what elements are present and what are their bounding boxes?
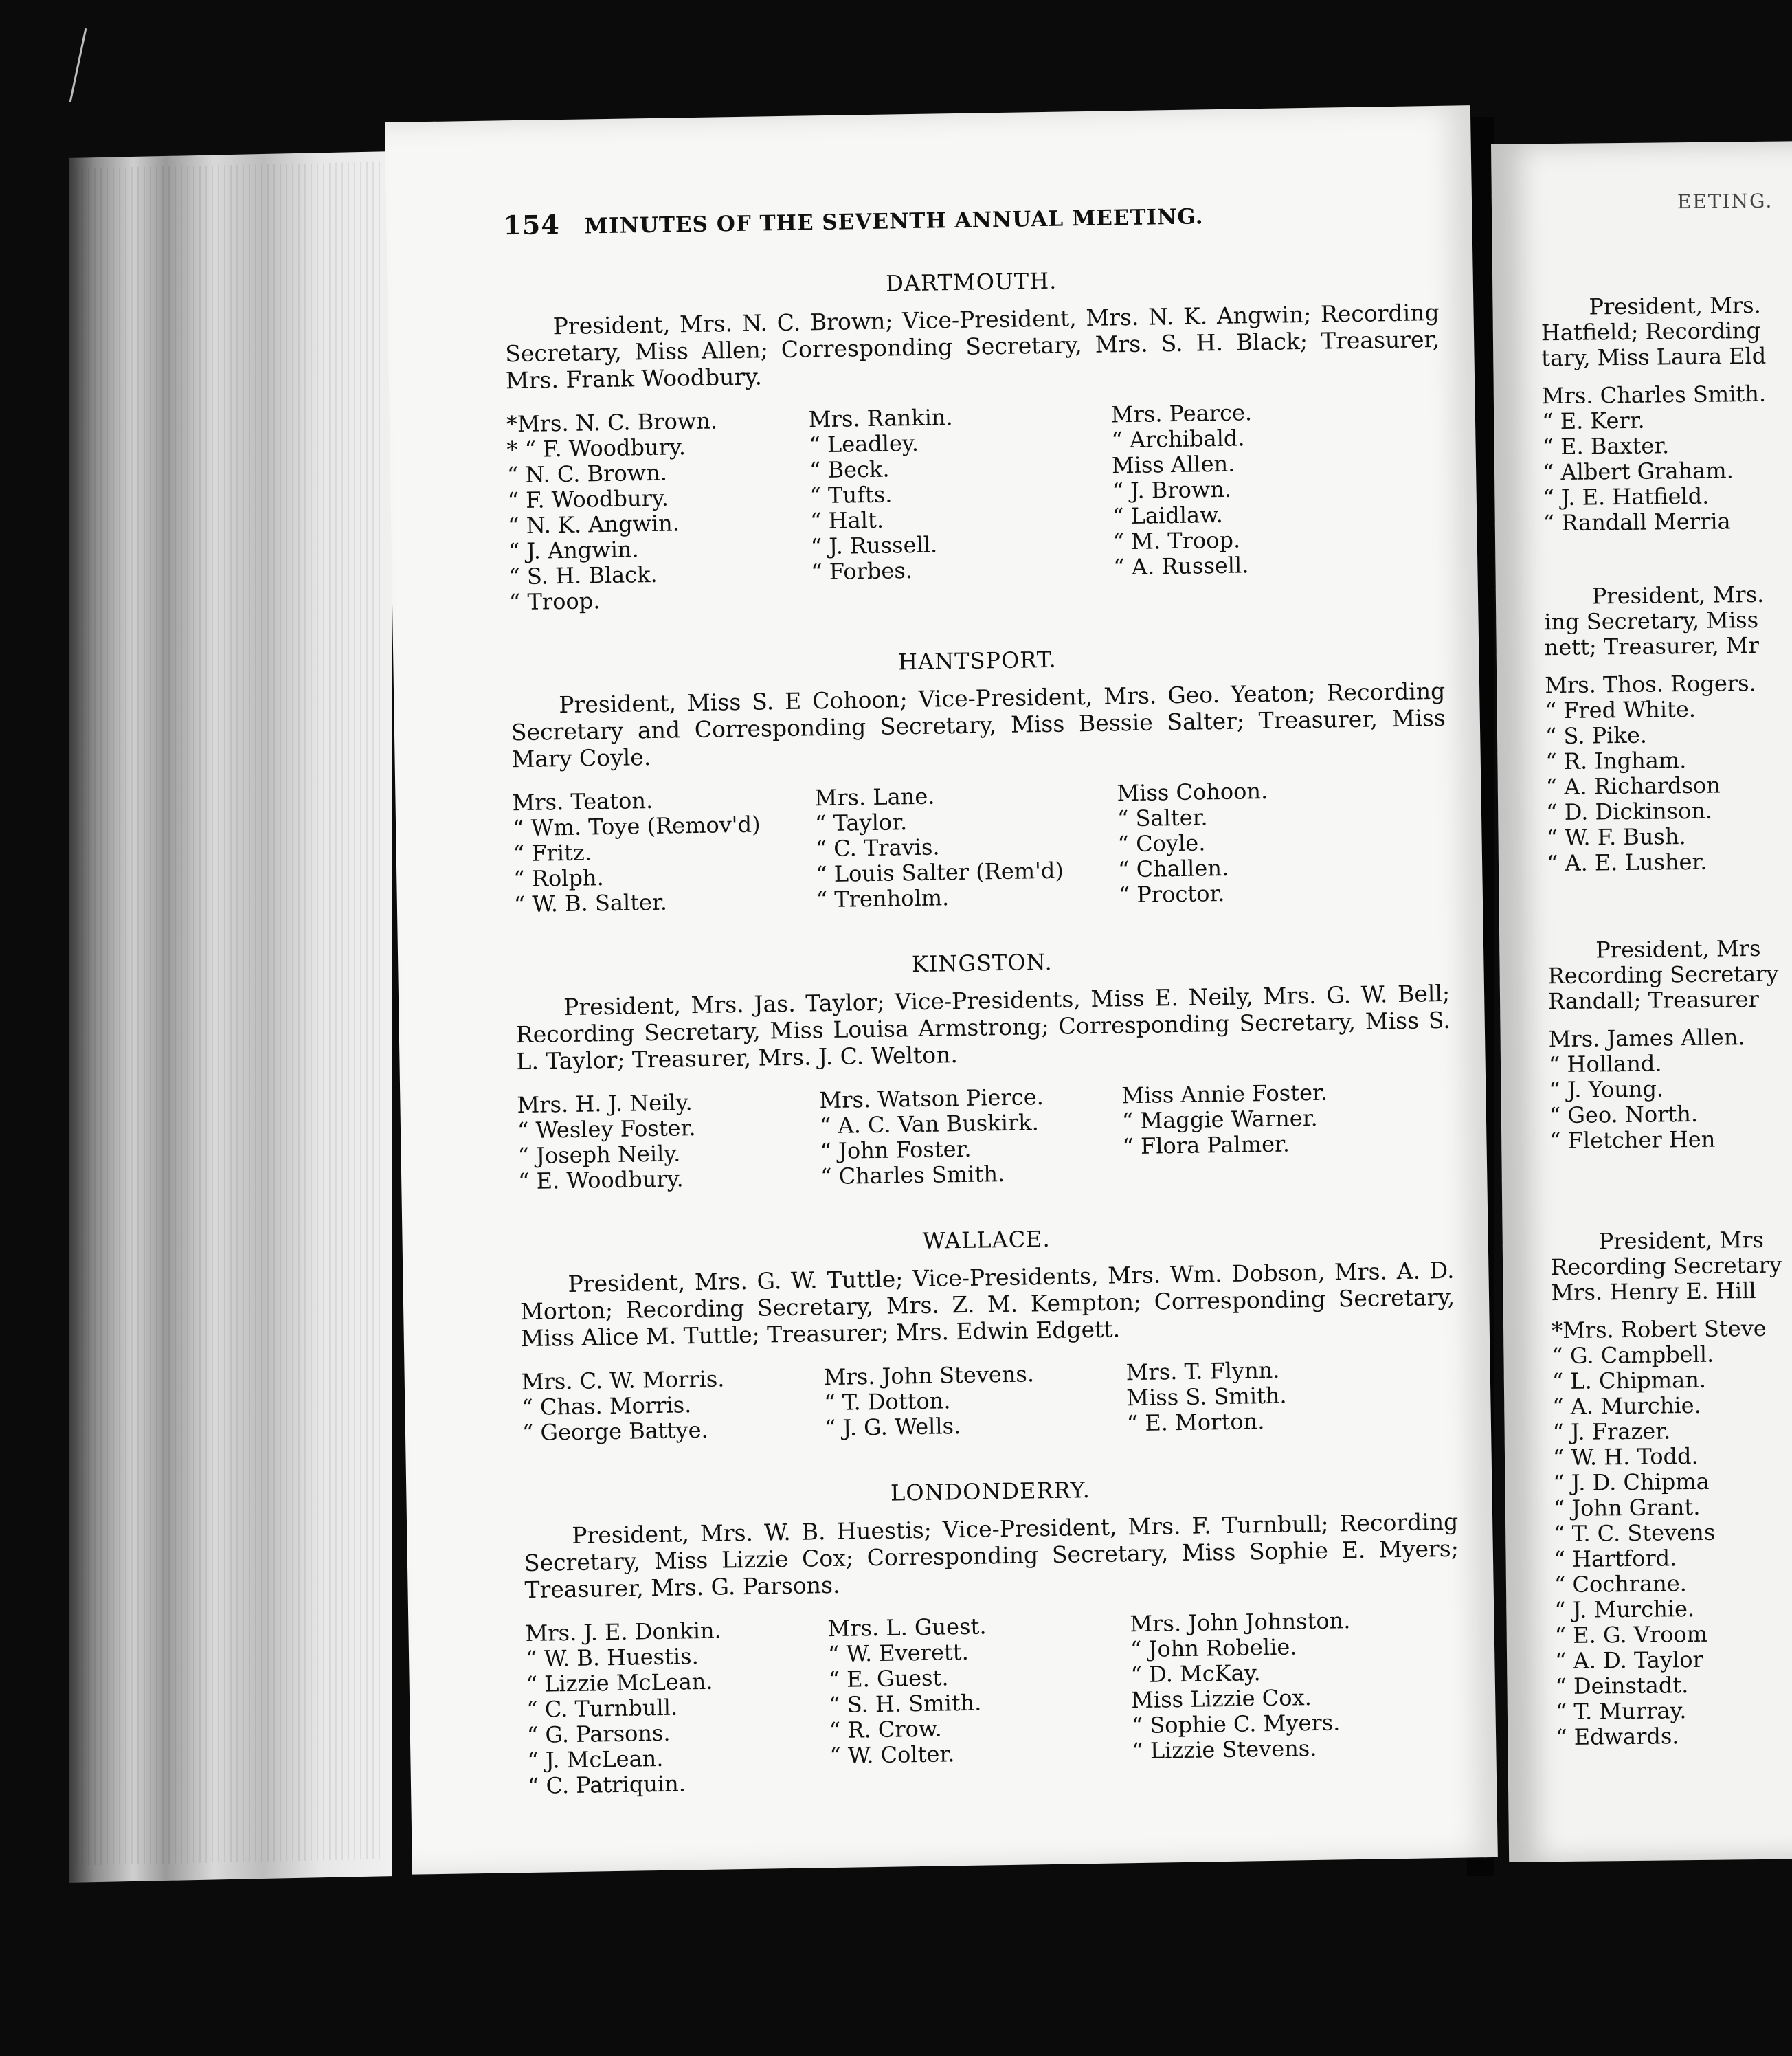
member-name: “ Fletcher Hen — [1549, 1126, 1716, 1154]
member-name: “ Sophie C. Myers. — [1131, 1709, 1341, 1739]
member-name: “ G. Campbell. — [1552, 1341, 1714, 1370]
member-name: “ J. E. Hatfield. — [1543, 482, 1710, 511]
member-column — [814, 781, 1119, 913]
running-head — [503, 195, 1438, 241]
right-officers-line: President, Mrs. — [1589, 291, 1761, 320]
member-column — [823, 1360, 1127, 1441]
member-name: “ J. Brown. — [1112, 476, 1232, 504]
right-officers-line: President, Mrs. — [1591, 581, 1765, 610]
member-name: “ J. McLean. — [527, 1745, 664, 1774]
right-officers-line: tary, Miss Laura Eld — [1541, 342, 1767, 372]
member-name: Mrs. Lane. — [814, 783, 935, 812]
member-name: “ Laidlaw. — [1112, 501, 1224, 530]
member-name: “ J. Young. — [1549, 1075, 1664, 1104]
member-name: Mrs. Watson Pierce. — [819, 1084, 1044, 1114]
section-town-heading: DARTMOUTH. — [885, 267, 1057, 297]
member-name: “ C. Turnbull. — [526, 1694, 678, 1723]
member-name: Mrs. J. E. Donkin. — [525, 1617, 721, 1647]
member-name: “ Charles Smith. — [820, 1161, 1005, 1190]
member-column — [819, 1083, 1123, 1189]
member-name: “ Hartford. — [1554, 1545, 1677, 1573]
member-name: “ Halt. — [809, 506, 884, 535]
right-officers-line: President, Mrs — [1598, 1226, 1765, 1255]
member-column — [809, 402, 1115, 610]
member-name: “ Fritz. — [513, 839, 592, 867]
right-section — [1544, 581, 1792, 876]
member-name: “ Joseph Neily. — [517, 1140, 681, 1170]
member-name: * “ F. Woodbury. — [506, 434, 686, 463]
member-name: “ Archibald. — [1111, 425, 1245, 454]
right-officers-line: Hatfield; Recording — [1541, 317, 1761, 346]
member-name: “ T. Murray. — [1555, 1697, 1687, 1725]
member-name: Miss Lizzie Cox. — [1130, 1684, 1312, 1714]
left-page-content — [503, 195, 1462, 1799]
member-name: “ A. Richardson — [1545, 772, 1721, 801]
right-section — [1551, 1227, 1792, 1750]
member-name: Mrs. James Allen. — [1548, 1024, 1745, 1053]
section-town-heading: HANTSPORT. — [897, 646, 1057, 675]
section-officers: President, Mrs. Jas. Taylor; Vice-Presidents, Miss E. Neily, Mrs. G. W. Bell; Recording Secretary, Miss Louisa Armstrong; Corresponding Secretary, Miss S. L. Taylor; Treasurer, Mrs. J. C. Welton. — [515, 979, 1451, 1075]
section-town-heading: LONDONDERRY. — [890, 1477, 1091, 1506]
member-name: “ Coyle. — [1117, 829, 1206, 858]
member-name: Mrs. Pearce. — [1110, 399, 1253, 428]
member-name: Mrs. L. Guest. — [827, 1613, 987, 1642]
member-name: “ J. Russell. — [810, 531, 938, 560]
section-officers: President, Mrs. W. B. Huestis; Vice-President, Mrs. F. Turnbull; Recording Secretary, Miss Lizzie Cox; Corresponding Secretary, Miss Sophie E. Myers; Treasurer, Mrs. G. Parsons. — [524, 1508, 1459, 1604]
member-name: “ Holland. — [1548, 1050, 1662, 1078]
right-officers-line: Recording Secretary — [1547, 960, 1779, 990]
member-name: Mrs. John Johnston. — [1130, 1607, 1351, 1638]
member-name: “ G. Parsons. — [526, 1719, 671, 1749]
member-name: Mrs. H. J. Neily. — [517, 1089, 693, 1119]
member-name: “ J. G. Wells. — [824, 1413, 961, 1442]
member-name: “ W. H. Todd. — [1552, 1442, 1699, 1471]
member-column — [1117, 776, 1407, 908]
member-name: “ E. G. Vroom — [1554, 1620, 1708, 1649]
member-name: “ S. H. Smith. — [828, 1689, 982, 1719]
member-name: “ Trenholm. — [816, 884, 950, 913]
right-running-head: EETING. — [1677, 189, 1773, 214]
section-town-heading: KINGSTON. — [911, 948, 1053, 978]
member-column — [827, 1611, 1132, 1794]
member-name: “ A. D. Taylor — [1554, 1646, 1703, 1675]
member-columns — [512, 776, 1448, 917]
member-name: *Mrs. N. C. Brown. — [506, 407, 718, 438]
member-column — [1121, 1079, 1411, 1185]
member-name: Miss Annie Foster. — [1121, 1079, 1328, 1109]
member-name: “ W. B. Salter. — [513, 889, 668, 918]
right-member-list — [1548, 1024, 1792, 1154]
member-name: Mrs. Charles Smith. — [1541, 380, 1767, 410]
right-page — [1491, 141, 1792, 1862]
member-name: “ Cochrane. — [1554, 1570, 1688, 1598]
member-name: “ C. Travis. — [815, 834, 940, 862]
member-name: “ E. Woodbury. — [517, 1165, 684, 1195]
member-column — [1125, 1356, 1415, 1437]
member-name: “ F. Woodbury. — [507, 484, 669, 514]
member-name: “ Challen. — [1117, 854, 1229, 883]
member-name: “ Lizzie Stevens. — [1132, 1734, 1317, 1765]
member-columns — [517, 1078, 1453, 1194]
member-name: “ Maggie Warner. — [1121, 1104, 1318, 1135]
member-name: “ A. Russell. — [1113, 552, 1249, 581]
member-columns — [522, 1355, 1457, 1446]
member-name: “ Wesley Foster. — [517, 1115, 696, 1144]
member-name: Mrs. Rankin. — [808, 404, 953, 433]
member-column — [506, 407, 812, 615]
member-name: “ Chas. Morris. — [522, 1392, 692, 1421]
member-name: “ S. Pike. — [1545, 722, 1648, 750]
member-name: “ W. Colter. — [829, 1741, 955, 1769]
member-name: “ Wm. Toye (Remov'd) — [512, 811, 761, 842]
member-name: “ Flora Palmer. — [1122, 1130, 1290, 1160]
member-name: “ A. E. Lusher. — [1546, 848, 1707, 877]
member-name: “ Louis Salter (Rem'd) — [815, 857, 1064, 888]
member-name: Mrs. Teaton. — [512, 787, 653, 816]
right-member-list — [1542, 381, 1792, 536]
member-name: “ Forbes. — [811, 557, 913, 585]
member-name: “ E. Guest. — [828, 1664, 949, 1693]
section-officers: President, Miss S. E Cohoon; Vice-President, Mrs. Geo. Yeaton; Recording Secretary and Corresponding Secretary, Miss Bessie Salter; Treasurer, Miss Mary Coyle. — [511, 677, 1446, 773]
member-name: “ W. F. Bush. — [1546, 823, 1686, 851]
member-name: “ Rolph. — [513, 864, 604, 893]
member-name: Miss Cohoon. — [1117, 777, 1268, 807]
member-name: “ Salter. — [1117, 804, 1208, 832]
right-officers-line: nett; Treasurer, Mr — [1544, 632, 1760, 661]
right-officers-line: Recording Secretary — [1550, 1251, 1782, 1281]
member-name: “ John Foster. — [820, 1135, 972, 1165]
member-columns — [506, 397, 1444, 615]
member-name: Miss Allen. — [1111, 450, 1235, 479]
right-section — [1541, 292, 1792, 536]
left-page — [385, 105, 1498, 1875]
right-section — [1547, 935, 1792, 1154]
right-officers-line: Mrs. Henry E. Hill — [1551, 1277, 1756, 1306]
member-name: “ A. C. Van Buskirk. — [819, 1109, 1040, 1139]
member-column — [512, 785, 816, 917]
member-columns — [525, 1607, 1462, 1799]
member-name: “ Randall Merria — [1543, 508, 1731, 537]
member-name: “ W. B. Huestis. — [525, 1643, 699, 1673]
section-officers: President, Mrs. N. C. Brown; Vice-President, Mrs. N. K. Angwin; Recording Secretary, Miss Allen; Corresponding Secretary, Mrs. S. H. Black; Treasurer, Mrs. Frank Woodbury. — [505, 298, 1440, 394]
member-name: “ M. Troop. — [1112, 526, 1241, 555]
member-column — [517, 1088, 820, 1194]
member-name: “ L. Chipman. — [1552, 1366, 1707, 1395]
member-name: Mrs. T. Flynn. — [1125, 1356, 1280, 1386]
member-column — [1130, 1607, 1421, 1790]
member-name: “ Tufts. — [809, 481, 893, 509]
section-officers: President, Mrs. G. W. Tuttle; Vice-Presidents, Mrs. Wm. Dobson, Mrs. A. D. Morton; Recording Secretary, Mrs. Z. M. Kempton; Corresponding Secretary, Miss Alice M. Tuttle; Treasurer; Mrs. Edwin Edgett. — [519, 1256, 1455, 1352]
right-officers-line: Randall; Treasurer — [1547, 985, 1759, 1015]
member-name: “ E. Morton. — [1126, 1408, 1265, 1437]
member-name: “ R. Ingham. — [1545, 747, 1687, 775]
member-name: “ J. Angwin. — [508, 536, 639, 565]
member-name: “ Edwards. — [1556, 1723, 1679, 1751]
right-member-list — [1545, 670, 1792, 876]
member-name: Mrs. John Stevens. — [823, 1361, 1035, 1391]
member-name: “ Beck. — [809, 456, 890, 484]
right-page-content — [1541, 292, 1792, 1750]
member-name: “ Taylor. — [814, 809, 908, 837]
member-name: Miss S. Smith. — [1125, 1382, 1287, 1411]
member-name: “ J. Frazer. — [1552, 1418, 1671, 1446]
auxiliary-sections — [504, 262, 1463, 1799]
member-name: “ C. Patriquin. — [527, 1770, 686, 1800]
member-name: “ R. Crow. — [829, 1715, 942, 1744]
member-column — [522, 1365, 825, 1446]
member-name: “ J. D. Chipma — [1553, 1468, 1710, 1497]
member-name: “ E. Kerr. — [1542, 407, 1645, 435]
member-name: “ A. Murchie. — [1552, 1392, 1701, 1420]
page-number: 154 — [503, 209, 561, 241]
page-edge-lines — [76, 161, 385, 1865]
member-name: “ N. K. Angwin. — [507, 510, 680, 539]
member-name: “ S. H. Black. — [508, 561, 658, 590]
member-name: Mrs. Thos. Rogers. — [1545, 670, 1756, 699]
member-name: “ E. Baxter. — [1542, 432, 1670, 460]
member-name: “ Albert Graham. — [1542, 457, 1734, 486]
member-name: “ Geo. North. — [1549, 1100, 1699, 1129]
member-name: “ Deinstadt. — [1555, 1672, 1689, 1700]
right-member-list — [1552, 1315, 1792, 1750]
member-name: “ D. McKay. — [1130, 1660, 1261, 1688]
member-name: “ Troop. — [508, 588, 601, 616]
member-column — [525, 1616, 830, 1799]
member-name: “ John Grant. — [1553, 1493, 1701, 1522]
right-officers-line: ing Secretary, Miss — [1544, 606, 1759, 636]
film-scratch — [69, 28, 87, 102]
member-column — [1111, 398, 1403, 606]
member-name: “ George Battye. — [522, 1416, 708, 1446]
running-title: MINUTES OF THE SEVENTH ANNUAL MEETING. — [584, 204, 1204, 239]
member-name: “ T. C. Stevens — [1553, 1519, 1716, 1547]
member-name: “ D. Dickinson. — [1545, 797, 1713, 826]
member-name: “ Fred White. — [1545, 695, 1696, 724]
section-town-heading: WALLACE. — [922, 1225, 1051, 1254]
member-name: *Mrs. Robert Steve — [1551, 1315, 1767, 1344]
member-name: “ Lizzie McLean. — [526, 1668, 713, 1698]
member-name: Mrs. C. W. Morris. — [521, 1365, 725, 1396]
member-name: “ T. Dotton. — [824, 1387, 951, 1416]
member-name: “ John Robelie. — [1130, 1633, 1297, 1663]
member-name: “ Proctor. — [1118, 880, 1225, 908]
member-name: “ N. C. Brown. — [506, 459, 668, 489]
member-name: “ Leadley. — [809, 429, 919, 458]
right-officers-line: President, Mrs — [1595, 935, 1761, 963]
member-name: “ J. Murchie. — [1554, 1596, 1695, 1624]
member-name: “ W. Everett. — [827, 1638, 970, 1668]
